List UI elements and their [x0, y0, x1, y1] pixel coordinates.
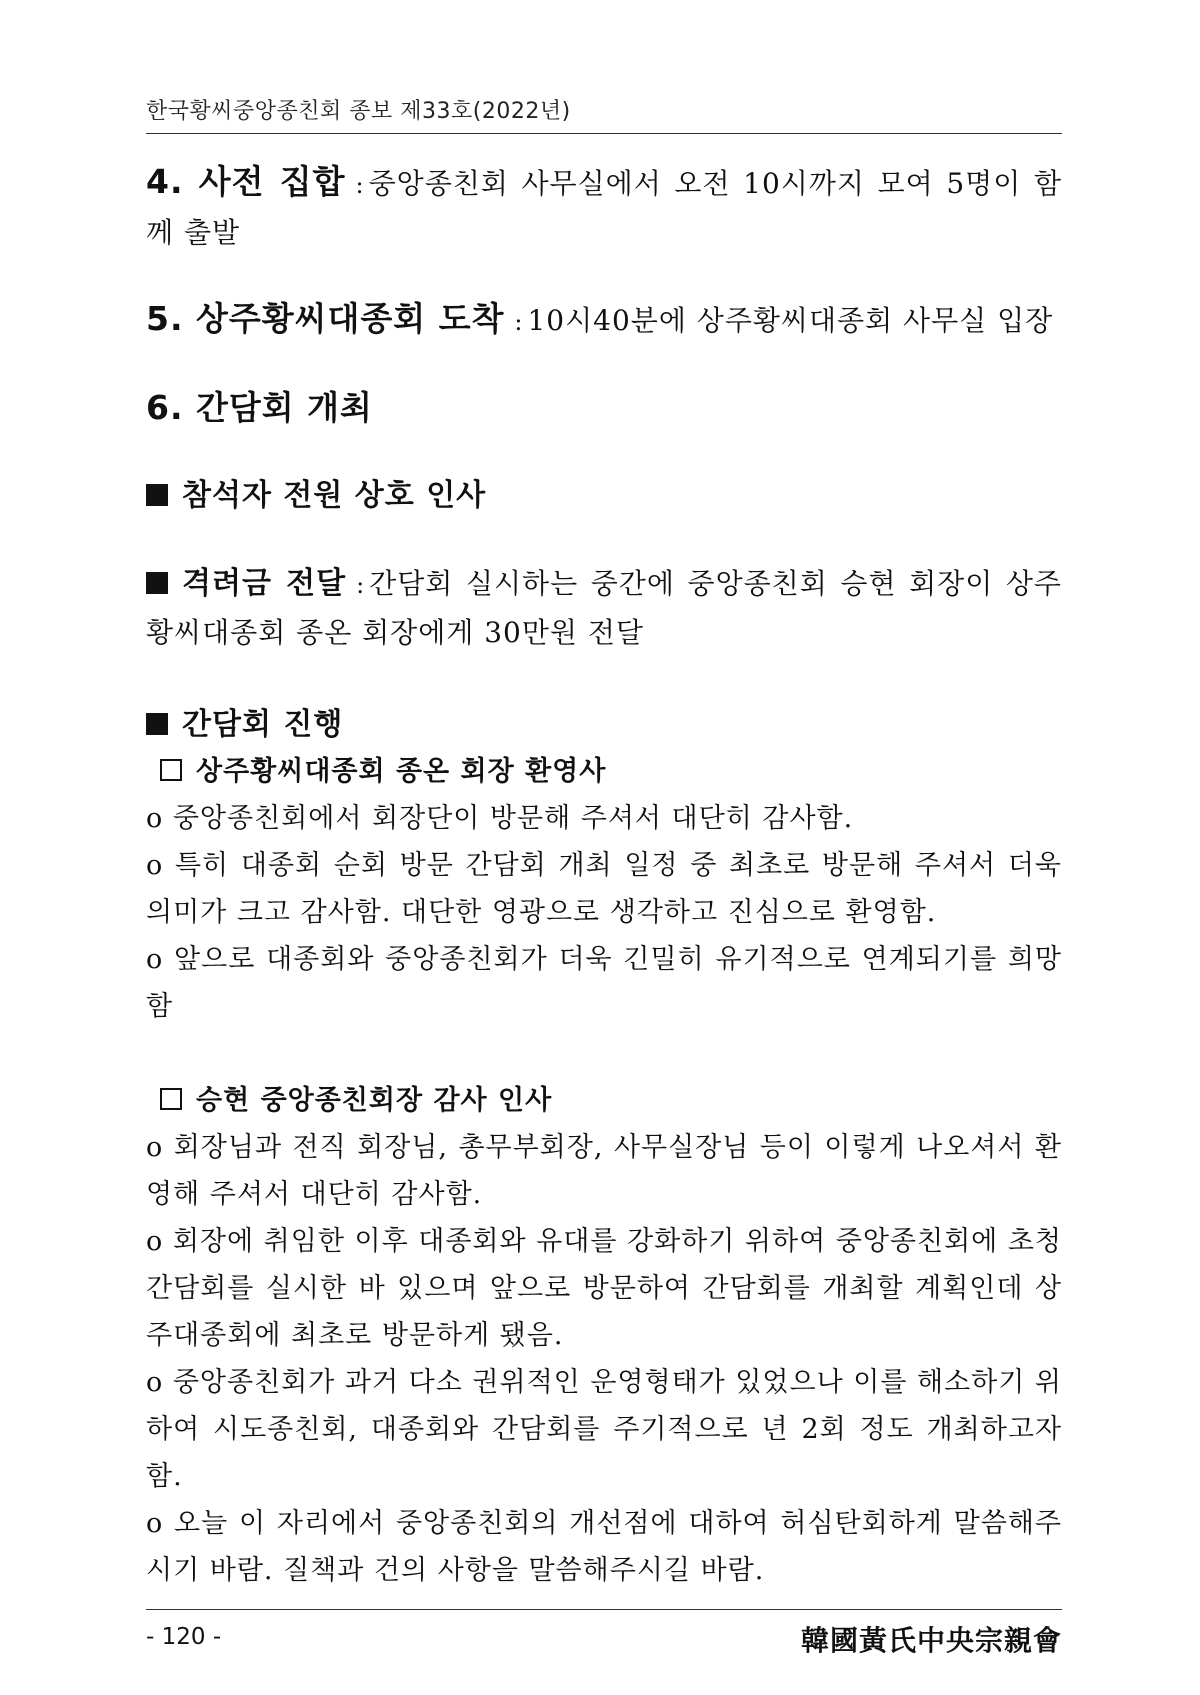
bullet-greeting-title: 참석자 전원 상호 인사 — [182, 478, 487, 513]
footer-divider — [146, 1609, 1062, 1610]
subsection-thanks — [146, 1078, 1062, 1124]
thanks-item: o 중앙종친회가 과거 다소 권위적인 운영형태가 있었으나 이를 해소하기 위하여 시도종친회, 대종회와 간담회를 주기적으로 년 2회 정도 개최하고자 함. — [146, 1367, 1062, 1492]
subsection-welcome-title: 상주황씨대종회 종온 회장 환영사 — [196, 756, 607, 787]
section-6 — [146, 384, 1062, 434]
bullet-donation-colon: : — [356, 571, 366, 599]
document-body — [146, 158, 1062, 1594]
thanks-item: o 회장에 취임한 이후 대종회와 유대를 강화하기 위하여 중앙종친회에 초청 간담회를 실시한 바 있으며 앞으로 방문하여 간담회를 개최할 계획인데 상주대종회에 최초로 방문하게 됐음. — [146, 1226, 1062, 1351]
welcome-item: o 중앙종친회에서 회장단이 방문해 주셔서 대단히 감사함. — [146, 803, 854, 834]
bullet-donation-title: 격려금 전달 — [182, 566, 347, 601]
open-square-icon — [160, 759, 182, 781]
section-5-text: 10시40분에 상주황씨대종회 사무실 입장 — [527, 304, 1054, 337]
page-number: - 120 - — [146, 1624, 222, 1650]
page-header: 한국황씨중앙종친회 종보 제33호(2022년) — [146, 94, 1062, 134]
subsection-thanks-title: 승현 중앙종친회장 감사 인사 — [196, 1085, 553, 1116]
section-5-colon: : — [514, 308, 524, 336]
section-5-title: 5. 상주황씨대종회 도착 — [146, 299, 505, 338]
organization-name: 韓國黃氏中央宗親會 — [800, 1624, 1062, 1657]
subsection-welcome — [146, 749, 1062, 795]
section-4-title: 4. 사전 집합 — [146, 162, 346, 201]
bullet-donation-text: 간담회 실시하는 중간에 중앙종친회 승현 회장이 상주황씨대종회 종온 회장에게 30만원 전달 — [146, 567, 1062, 649]
filled-square-icon — [146, 713, 168, 735]
bullet-donation — [146, 560, 1062, 657]
thanks-item: o 오늘 이 자리에서 중앙종친회의 개선점에 대하여 허심탄회하게 말씀해주시기 바람. 질책과 건의 사항을 말씀해주시길 바람. — [146, 1508, 1062, 1586]
section-6-title: 6. 간담회 개최 — [146, 388, 373, 427]
bullet-greeting — [146, 472, 1062, 520]
bullet-meeting-title: 간담회 진행 — [182, 707, 344, 742]
section-4-text: 중앙종친회 사무실에서 오전 10시까지 모여 5명이 함께 출발 — [146, 167, 1062, 249]
thanks-item: o 회장님과 전직 회장님, 총무부회장, 사무실장님 등이 이렇게 나오셔서 환영해 주셔서 대단히 감사함. — [146, 1132, 1062, 1210]
welcome-item: o 앞으로 대종회와 중앙종친회가 더욱 긴밀히 유기적으로 연계되기를 희망함 — [146, 944, 1062, 1022]
section-5 — [146, 295, 1062, 346]
welcome-item: o 특히 대종회 순회 방문 간담회 개최 일정 중 최초로 방문해 주셔서 더욱 의미가 크고 감사함. 대단한 영광으로 생각하고 진심으로 환영함. — [146, 850, 1062, 928]
filled-square-icon — [146, 572, 168, 594]
section-4-colon: : — [355, 171, 365, 199]
open-square-icon — [160, 1088, 182, 1110]
bullet-meeting — [146, 701, 1062, 749]
filled-square-icon — [146, 484, 168, 506]
section-4 — [146, 158, 1062, 257]
